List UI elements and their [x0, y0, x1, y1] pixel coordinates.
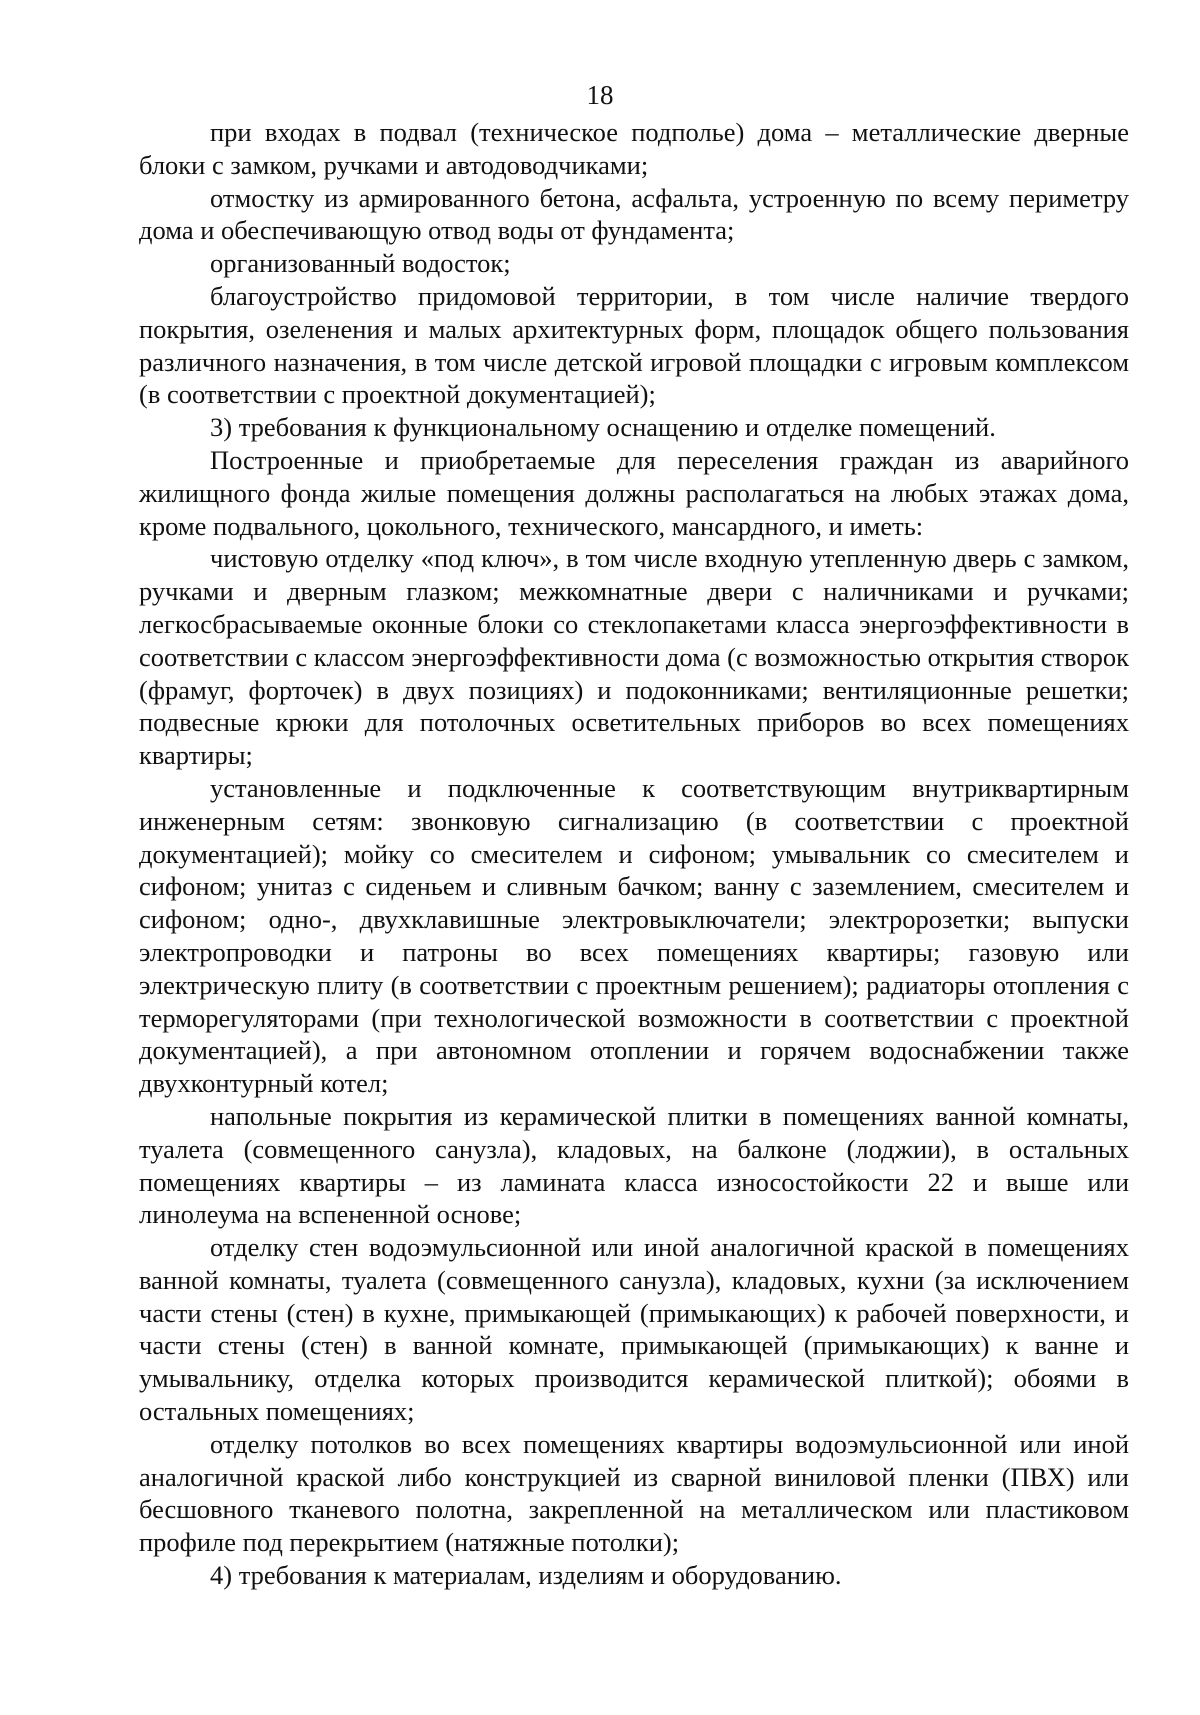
- paragraph-section-3-heading: 3) требования к функциональному оснащению и отделке помещений.: [210, 412, 996, 443]
- paragraph-ceiling-finish: отделку потолков во всех помещениях квартиры водоэмульсионной или иной аналогичной краской либо конструкцией из сварной виниловой пленки (ПВХ) или бесшовного тканевого полотна, закрепленной на металлическом или пластиковом профиле под перекрытием (натяжные потолки);: [139, 1428, 1129, 1558]
- paragraph-section-4-heading: 4) требования к материалам, изделиям и оборудованию.: [210, 1560, 842, 1591]
- paragraph-installed-equipment: установленные и подключенные к соответствующим внутриквартирным инженерным сетям: звонковую сигнализацию (в соответствии с проектной документацией); мойку со смесителем и сифоном; умывальник со смесителем и сифоном; унитаз с сиденьем и сливным бачком; ванну с заземлением, смесителем и сифоном; одно-, двухклавишные электровыключатели; электророзетки; выпуски электропроводки и патроны во всех помещениях квартиры; газовую или электрическую плиту (в соответствии с проектным решением); радиаторы отопления с терморегуляторами (при технологической возможности в соответствии с проектной документацией), а при автономном отоплении и горячем водоснабжении также двухконтурный котел;: [139, 772, 1129, 1099]
- paragraph-landscaping: благоустройство придомовой территории, в том числе наличие твердого покрытия, озеленения и малых архитектурных форм, площадок общего пользования различного назначения, в том числе детской игровой площадки с игровым комплексом (в соответствии с проектной документацией);: [139, 280, 1129, 410]
- paragraph-drainage: организованный водосток;: [210, 248, 511, 279]
- document-body: [139, 116, 1129, 1592]
- paragraph-blind-area: отмостку из армированного бетона, асфальта, устроенную по всему периметру дома и обеспечивающую отвод воды от фундамента;: [139, 182, 1129, 246]
- paragraph-wall-finish: отделку стен водоэмульсионной или иной аналогичной краской в помещениях ванной комнаты, туалета (совмещенного санузла), кладовых, кухни (за исключением части стены (стен) в кухне, примыкающей (примыкающих) к рабочей поверхности, и части стены (стен) в ванной комнате, примыкающей (примыкающих) к ванне и умывальнику, отделка которых производится керамической плиткой); обоями в остальных помещениях;: [139, 1232, 1129, 1427]
- paragraph-residential-premises: Построенные и приобретаемые для переселения граждан из аварийного жилищного фонда жилые помещения должны располагаться на любых этажах дома, кроме подвального, цокольного, технического, мансардного, и иметь:: [139, 444, 1129, 541]
- paragraph-turnkey-finish: чистовую отделку «под ключ», в том числе входную утепленную дверь с замком, ручками и дверным глазком; межкомнатные двери с наличниками и ручками; легкосбрасываемые оконные блоки со стеклопакетами класса энергоэффективности в соответствии с классом энергоэффективности дома (с возможностью открытия створок (фрамуг, форточек) в двух позициях) и подоконниками; вентиляционные решетки; подвесные крюки для потолочных осветительных приборов во всех помещениях квартиры;: [139, 543, 1129, 771]
- paragraph-basement-entrances: при входах в подвал (техническое подполье) дома – металлические дверные блоки с замком, ручками и автодоводчиками;: [139, 117, 1129, 180]
- page-number: 18: [586, 80, 614, 110]
- paragraph-floor-coverings: напольные покрытия из керамической плитки в помещениях ванной комнаты, туалета (совмещенного санузла), кладовых, на балконе (лоджии), в остальных помещениях квартиры – из ламината класса износостойкости 22 и выше или линолеума на вспененной основе;: [139, 1100, 1129, 1230]
